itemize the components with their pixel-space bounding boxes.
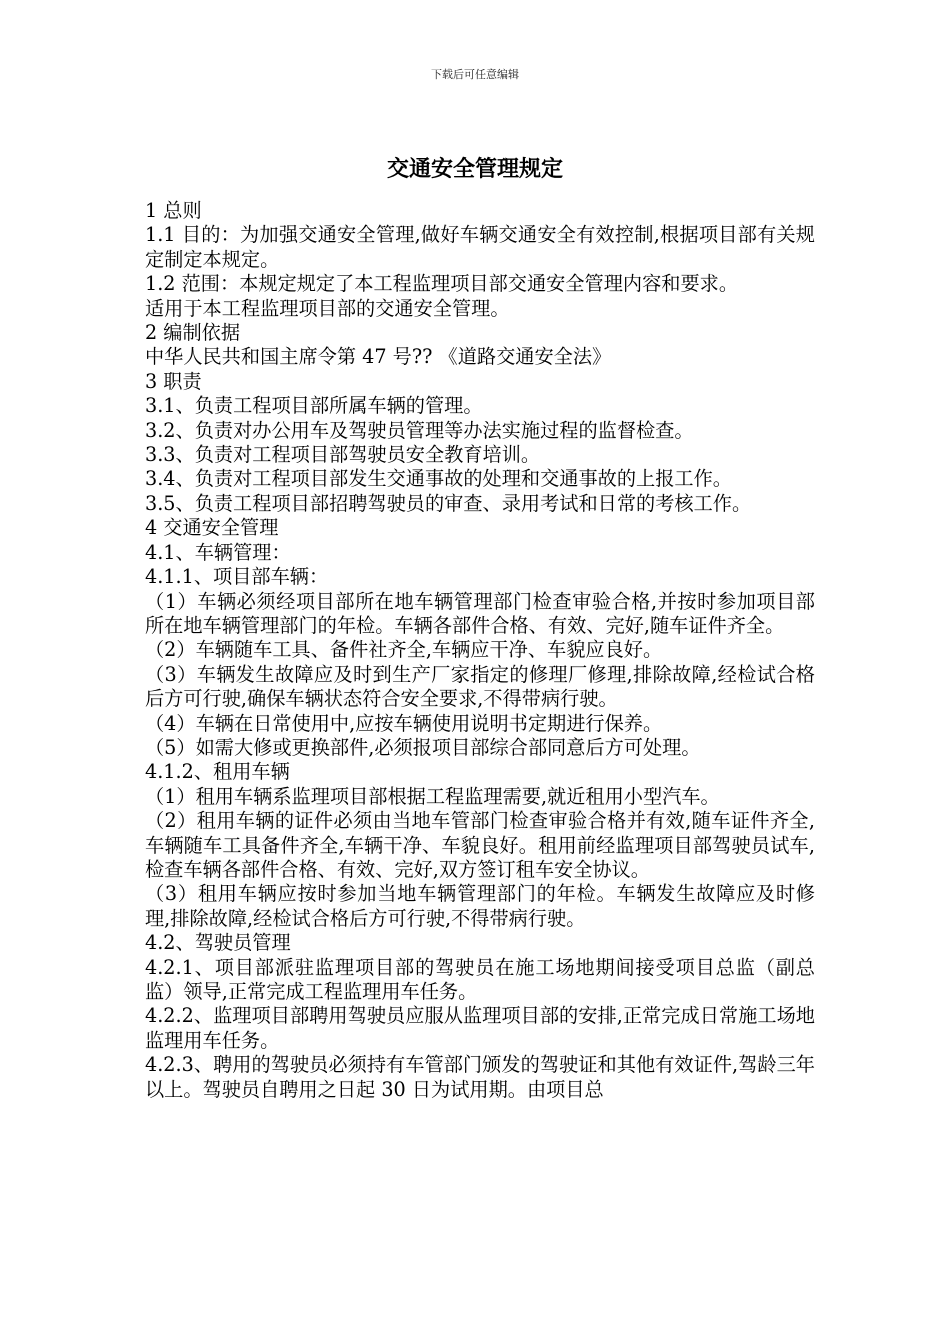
- paragraph: 2 编制依据: [145, 321, 241, 345]
- paragraph: 4.2.3、聘用的驾驶员必须持有车管部门颁发的驾驶证和其他有效证件,驾龄三年以上。驾驶员自聘用之日起 30 日为试用期。由项目总: [145, 1053, 815, 1101]
- paragraph: （2）租用车辆的证件必须由当地车管部门检查审验合格并有效,随车证件齐全,车辆随车工具备件齐全,车辆干净、车貌良好。租用前经监理项目部驾驶员试车,检查车辆各部件合格、有效、完好,双方签订租车安全协议。: [145, 809, 815, 881]
- document-title: 交通安全管理规定: [386, 156, 563, 182]
- paragraph: 3.5、负责工程项目部招聘驾驶员的审查、录用考试和日常的考核工作。: [145, 491, 752, 515]
- paragraph: 1 总则: [145, 199, 202, 222]
- paragraph: 3.2、负责对办公用车及驾驶员管理等办法实施过程的监督检查。: [145, 418, 694, 442]
- paragraph: 3 职责: [145, 369, 202, 393]
- paragraph: （2）车辆随车工具、备件社齐全,车辆应干净、车貌应良好。: [145, 638, 663, 662]
- document-body: [145, 199, 815, 1102]
- paragraph: 4.2.1、项目部派驻监理项目部的驾驶员在施工场地期间接受项目总监（副总监）领导,正常完成工程监理用车任务。: [145, 955, 815, 1003]
- paragraph: 中华人民共和国主席令第 47 号?? 《道路交通安全法》: [145, 345, 612, 369]
- paragraph: 4.2.2、监理项目部聘用驾驶员应服从监理项目部的安排,正常完成日常施工场地监理用车任务。: [145, 1004, 815, 1052]
- paragraph: （3）车辆发生故障应及时到生产厂家指定的修理厂修理,排除故障,经检试合格后方可行驶,确保车辆状态符合安全要求,不得带病行驶。: [145, 662, 815, 711]
- paragraph: 1.2 范围：本规定规定了本工程监理项目部交通安全管理内容和要求。: [145, 272, 739, 296]
- paragraph: （3）租用车辆应按时参加当地车辆管理部门的年检。车辆发生故障应及时修理,排除故障,经检试合格后方可行驶,不得带病行驶。: [145, 882, 815, 930]
- paragraph: 4.1.1、项目部车辆：: [145, 565, 329, 589]
- paragraph: 4.1、车辆管理：: [145, 540, 291, 564]
- paragraph: 1.1 目的：为加强交通安全管理,做好车辆交通安全有效控制,根据项目部有关规定制定本规定。: [145, 223, 815, 271]
- paragraph: 3.4、负责对工程项目部发生交通事故的处理和交通事故的上报工作。: [145, 467, 732, 491]
- paragraph: 3.3、负责对工程项目部驾驶员安全教育培训。: [145, 443, 541, 467]
- paragraph: 4.1.2、租用车辆: [145, 760, 290, 784]
- paragraph: （1）车辆必须经项目部所在地车辆管理部门检查审验合格,并按时参加项目部所在地车辆管理部门的年检。车辆各部件合格、有效、完好,随车证件齐全。: [145, 589, 815, 637]
- paragraph: （1）租用车辆系监理项目部根据工程监理需要,就近租用小型汽车。: [145, 784, 720, 808]
- paragraph: 4.2、驾驶员管理: [145, 931, 291, 955]
- paragraph: （5）如需大修或更换部件,必须报项目部综合部同意后方可处理。: [145, 735, 701, 759]
- paragraph: 适用于本工程监理项目部的交通安全管理。: [145, 296, 510, 320]
- paragraph: 4 交通安全管理: [145, 516, 279, 540]
- header-note: 下载后可任意编辑: [431, 68, 519, 81]
- paragraph: 3.1、负责工程项目部所属车辆的管理。: [145, 394, 483, 418]
- paragraph: （4）车辆在日常使用中,应按车辆使用说明书定期进行保养。: [145, 711, 663, 735]
